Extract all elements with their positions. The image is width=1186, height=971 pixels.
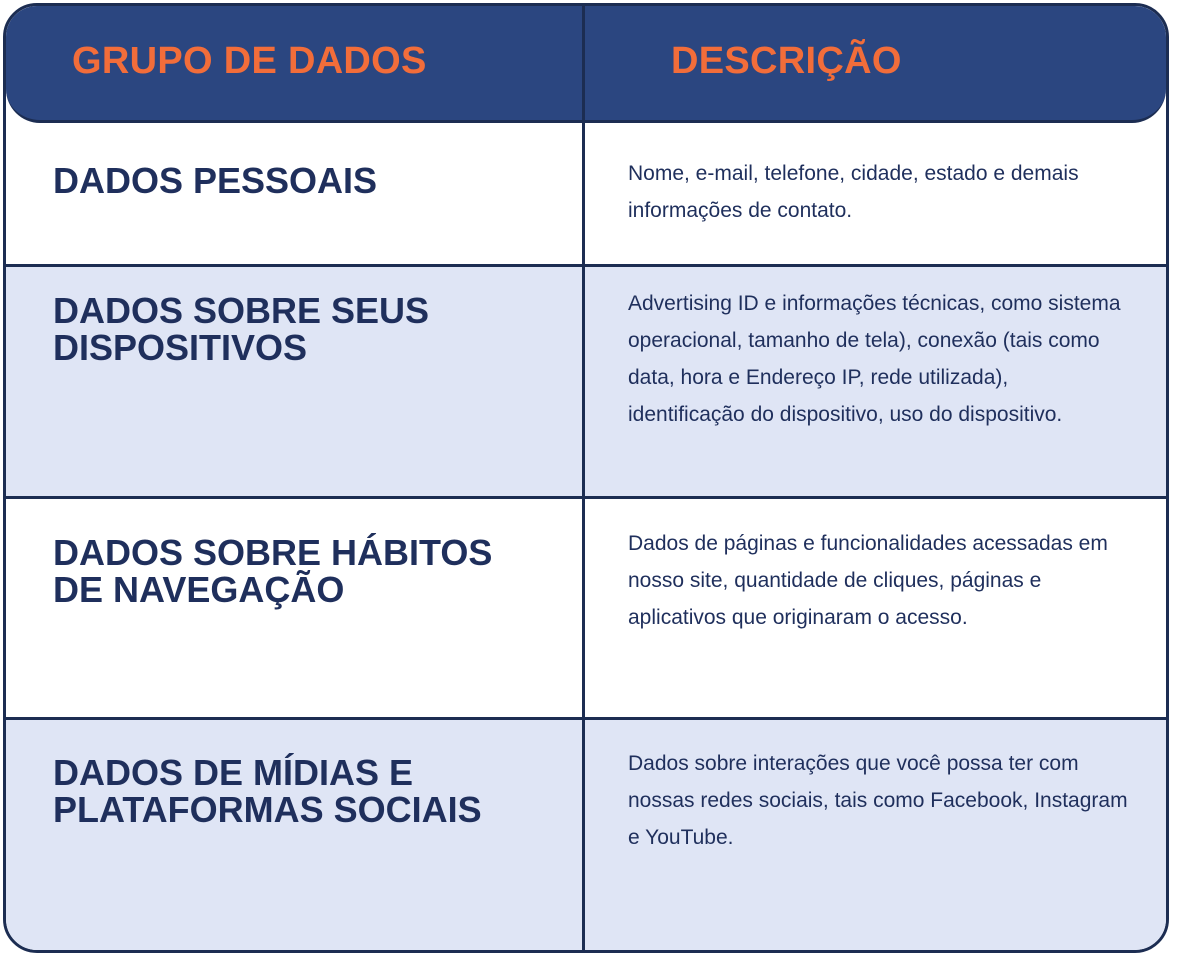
table-row: [6, 720, 1166, 950]
table-row: [6, 267, 1166, 496]
group-description: Advertising ID e informações técnicas, como sistema operacional, tamanho de tela), conexão (tais como data, hora e Endereço IP, rede utilizada), identificação do dispositivo, uso do dispositivo.: [628, 292, 1121, 426]
column-divider: [582, 6, 585, 950]
table-row: [6, 120, 1166, 264]
group-description: Dados de páginas e funcionalidades acessadas em nosso site, quantidade de cliques, páginas e aplicativos que originaram o acesso.: [628, 532, 1108, 629]
data-groups-table: [3, 3, 1169, 953]
table-header: [6, 6, 1166, 123]
group-description: Nome, e-mail, telefone, cidade, estado e demais informações de contato.: [628, 162, 1079, 222]
header-group-label: GRUPO DE DADOS: [72, 40, 427, 82]
group-name: DADOS SOBRE SEUS DISPOSITIVOS: [53, 290, 430, 368]
group-name: DADOS SOBRE HÁBITOS DE NAVEGAÇÃO: [53, 532, 493, 610]
header-description-label: DESCRIÇÃO: [671, 40, 902, 82]
group-name: DADOS DE MÍDIAS E PLATAFORMAS SOCIAIS: [53, 752, 482, 830]
group-description: Dados sobre interações que você possa ter com nossas redes sociais, tais como Facebook, Instagram e YouTube.: [628, 752, 1128, 849]
group-name: DADOS PESSOAIS: [53, 160, 378, 201]
table-row: [6, 499, 1166, 717]
